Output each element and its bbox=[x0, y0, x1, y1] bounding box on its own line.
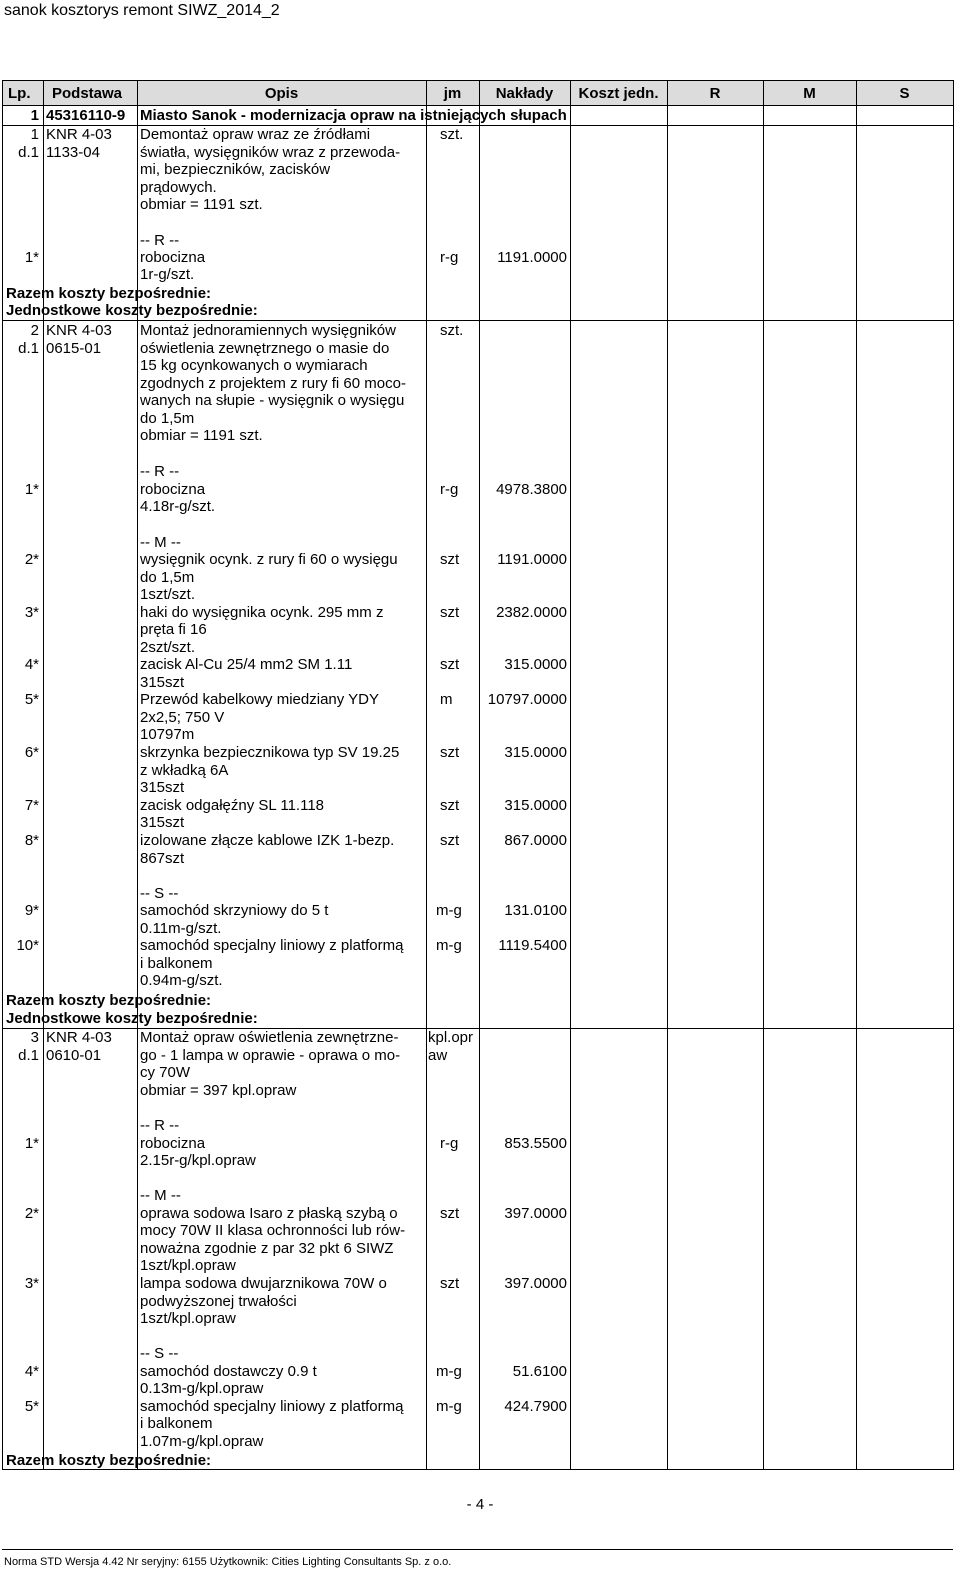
row-rule bbox=[2, 320, 953, 321]
resource-quantity: 397.0000 bbox=[504, 1275, 567, 1292]
resource-number: 6* bbox=[24, 744, 39, 761]
header-jm: jm bbox=[443, 85, 462, 102]
item-description-line: do 1,5m bbox=[140, 410, 195, 427]
item-unit: szt. bbox=[440, 126, 464, 143]
grid-line bbox=[570, 80, 571, 1470]
grid-line bbox=[667, 80, 668, 1470]
resource-name: wysięgnik ocynk. z rury fi 60 o wysięgu bbox=[140, 551, 398, 568]
resource-number: 4* bbox=[24, 656, 39, 673]
item-basis-code: 0610-01 bbox=[46, 1047, 102, 1064]
document-title: sanok kosztorys remont SIWZ_2014_2 bbox=[4, 2, 280, 19]
resource-unit: m-g bbox=[436, 902, 462, 919]
resource-norm: 0.11m-g/szt. bbox=[140, 920, 222, 937]
resource-unit: m-g bbox=[436, 937, 462, 954]
resource-quantity: 4978.3800 bbox=[496, 481, 567, 498]
item-description-line: mi, bezpieczników, zacisków bbox=[140, 161, 331, 178]
header-bottom-rule bbox=[2, 105, 953, 106]
resource-unit: szt bbox=[440, 551, 460, 568]
resource-number: 5* bbox=[24, 691, 39, 708]
resource-name: noważna zgodnie z par 32 pkt 6 SIWZ bbox=[140, 1240, 394, 1257]
resource-unit: szt bbox=[440, 832, 460, 849]
group-r-label: -- R -- bbox=[140, 232, 180, 249]
resource-number: 1* bbox=[24, 481, 39, 498]
group-s-label: -- S -- bbox=[140, 885, 179, 902]
resource-name: skrzynka bezpiecznikowa typ SV 19.25 bbox=[140, 744, 400, 761]
resource-quantity: 424.7900 bbox=[504, 1398, 567, 1415]
resource-name: z wkładką 6A bbox=[140, 762, 229, 779]
header-podstawa: Podstawa bbox=[52, 85, 123, 102]
header-m: M bbox=[803, 85, 816, 102]
resource-name: pręta fi 16 bbox=[140, 621, 207, 638]
resource-name: Przewód kabelkowy miedziany YDY bbox=[140, 691, 379, 708]
grid-line bbox=[763, 80, 764, 1470]
resource-name: robocizna bbox=[140, 1135, 206, 1152]
resource-name: samochód specjalny liniowy z platformą bbox=[140, 937, 404, 954]
resource-number: 8* bbox=[24, 832, 39, 849]
resource-norm: 1szt/kpl.opraw bbox=[140, 1257, 236, 1274]
resource-norm: 1szt/szt. bbox=[140, 586, 196, 603]
resource-quantity: 131.0100 bbox=[504, 902, 567, 919]
resource-name: robocizna bbox=[140, 249, 206, 266]
resource-number: 9* bbox=[24, 902, 39, 919]
resource-name: i balkonem bbox=[140, 1415, 213, 1432]
razem-label: Razem koszty bezpośrednie: bbox=[6, 1452, 212, 1469]
item-basis: KNR 4-03 bbox=[46, 322, 112, 339]
item-basis: KNR 4-03 bbox=[46, 1029, 112, 1046]
footer-rule bbox=[2, 1549, 953, 1550]
resource-name: i balkonem bbox=[140, 955, 213, 972]
resource-unit: r-g bbox=[440, 249, 459, 266]
resource-norm: 315szt bbox=[140, 814, 185, 831]
resource-name: 2x2,5; 750 V bbox=[140, 709, 225, 726]
item-description-line: oświetlenia zewnętrznego o masie do bbox=[140, 340, 390, 357]
item-sub: d.1 bbox=[18, 1047, 39, 1064]
item-description-line: prądowych. bbox=[140, 179, 217, 196]
header-naklady: Nakłady bbox=[495, 85, 554, 102]
resource-norm: 1r-g/szt. bbox=[140, 266, 195, 283]
grid-line bbox=[2, 80, 3, 1470]
item-description-line: Demontaż opraw wraz ze źródłami bbox=[140, 126, 371, 143]
resource-unit: szt bbox=[440, 797, 460, 814]
item-unit: kpl.opr bbox=[428, 1029, 474, 1046]
item-basis-code: 1133-04 bbox=[46, 144, 100, 161]
grid-line bbox=[953, 80, 954, 1470]
resource-quantity: 2382.0000 bbox=[496, 604, 567, 621]
item-description-line: Montaż opraw oświetlenia zewnętrzne- bbox=[140, 1029, 399, 1046]
header-r: R bbox=[709, 85, 721, 102]
grid-line bbox=[426, 80, 427, 1470]
resource-number: 2* bbox=[24, 551, 39, 568]
resource-name: samochód dostawczy 0.9 t bbox=[140, 1363, 317, 1380]
item-description-line: 15 kg ocynkowanych o wymiarach bbox=[140, 357, 368, 374]
resource-number: 3* bbox=[24, 1275, 39, 1292]
resource-quantity: 397.0000 bbox=[504, 1205, 567, 1222]
resource-name: samochód skrzyniowy do 5 t bbox=[140, 902, 329, 919]
resource-norm: 315szt bbox=[140, 674, 185, 691]
resource-unit: r-g bbox=[440, 1135, 459, 1152]
section-code: 45316110-9 bbox=[46, 107, 126, 124]
resource-norm: 4.18r-g/szt. bbox=[140, 498, 216, 515]
resource-norm: 0.13m-g/kpl.opraw bbox=[140, 1380, 264, 1397]
resource-unit: m bbox=[440, 691, 453, 708]
resource-unit: szt bbox=[440, 1275, 460, 1292]
group-r-label: -- R -- bbox=[140, 1117, 180, 1134]
item-sub: d.1 bbox=[18, 144, 39, 161]
resource-name: robocizna bbox=[140, 481, 206, 498]
group-r-label: -- R -- bbox=[140, 463, 180, 480]
resource-norm: 2.15r-g/kpl.opraw bbox=[140, 1152, 256, 1169]
resource-quantity: 1191.0000 bbox=[497, 249, 567, 266]
resource-unit: szt bbox=[440, 604, 460, 621]
resource-name: izolowane złącze kablowe IZK 1-bezp. bbox=[140, 832, 395, 849]
resource-number: 2* bbox=[24, 1205, 39, 1222]
group-m-label: -- M -- bbox=[140, 534, 181, 551]
resource-number: 5* bbox=[24, 1398, 39, 1415]
resource-quantity: 1191.0000 bbox=[497, 551, 567, 568]
section-lp: 1 bbox=[30, 107, 39, 124]
resource-norm: 867szt bbox=[140, 850, 185, 867]
header-opis: Opis bbox=[264, 85, 299, 102]
group-m-label: -- M -- bbox=[140, 1187, 181, 1204]
resource-quantity: 10797.0000 bbox=[487, 691, 567, 708]
resource-norm: 1.07m-g/kpl.opraw bbox=[140, 1433, 264, 1450]
header-s: S bbox=[899, 85, 910, 102]
resource-norm: 2szt/szt. bbox=[140, 639, 196, 656]
item-description-line: cy 70W bbox=[140, 1064, 191, 1081]
resource-name: zacisk Al-Cu 25/4 mm2 SM 1.11 bbox=[140, 656, 353, 673]
resource-unit: r-g bbox=[440, 481, 459, 498]
jednostkowe-label: Jednostkowe koszty bezpośrednie: bbox=[6, 302, 258, 319]
resource-number: 3* bbox=[24, 604, 39, 621]
header-koszt-jedn: Koszt jedn. bbox=[578, 85, 659, 102]
razem-label: Razem koszty bezpośrednie: bbox=[6, 992, 212, 1009]
item-number: 2 bbox=[30, 322, 39, 339]
resource-unit: m-g bbox=[436, 1363, 462, 1380]
item-basis-code: 0615-01 bbox=[46, 340, 102, 357]
resource-quantity: 315.0000 bbox=[504, 656, 567, 673]
razem-label: Razem koszty bezpośrednie: bbox=[6, 285, 212, 302]
resource-unit: szt bbox=[440, 1205, 460, 1222]
resource-quantity: 1119.5400 bbox=[498, 937, 567, 954]
table-bottom-rule bbox=[2, 1469, 953, 1470]
resource-name: do 1,5m bbox=[140, 569, 195, 586]
resource-number: 1* bbox=[24, 1135, 39, 1152]
resource-norm: 0.94m-g/szt. bbox=[140, 972, 223, 989]
item-sub: d.1 bbox=[18, 340, 39, 357]
item-description-line: Montaż jednoramiennych wysięgników bbox=[140, 322, 396, 339]
resource-number: 1* bbox=[24, 249, 39, 266]
resource-unit: m-g bbox=[436, 1398, 462, 1415]
resource-unit: szt bbox=[440, 744, 460, 761]
resource-quantity: 315.0000 bbox=[504, 744, 567, 761]
resource-name: mocy 70W II klasa ochronności lub rów- bbox=[140, 1222, 406, 1239]
resource-quantity: 315.0000 bbox=[504, 797, 567, 814]
grid-line bbox=[856, 80, 857, 1470]
resource-norm: 315szt bbox=[140, 779, 185, 796]
resource-name: podwyższonej trwałości bbox=[140, 1293, 297, 1310]
item-description-line: zgodnych z projektem z rury fi 60 moco- bbox=[140, 375, 406, 392]
item-obmiar: obmiar = 1191 szt. bbox=[140, 427, 263, 444]
item-number: 3 bbox=[30, 1029, 39, 1046]
resource-name: oprawa sodowa Isaro z płaską szybą o bbox=[140, 1205, 398, 1222]
item-number: 1 bbox=[30, 126, 39, 143]
item-description-line: go - 1 lampa w oprawie - oprawa o mo- bbox=[140, 1047, 401, 1064]
grid-line bbox=[479, 80, 480, 1470]
item-description-line: wanych na słupie - wysięgnik o wysięgu bbox=[140, 392, 405, 409]
resource-unit: szt bbox=[440, 656, 460, 673]
section-title: Miasto Sanok - modernizacja opraw na istniejących słupach bbox=[140, 107, 567, 124]
resource-norm: 10797m bbox=[140, 726, 195, 743]
resource-number: 4* bbox=[24, 1363, 39, 1380]
resource-norm: 1szt/kpl.opraw bbox=[140, 1310, 236, 1327]
item-unit: szt. bbox=[440, 322, 464, 339]
header-top-rule bbox=[2, 80, 953, 81]
item-basis: KNR 4-03 bbox=[46, 126, 112, 143]
resource-quantity: 867.0000 bbox=[504, 832, 567, 849]
item-obmiar: obmiar = 1191 szt. bbox=[140, 196, 263, 213]
resource-number: 10* bbox=[16, 937, 39, 954]
item-description-line: światła, wysięgników wraz z przewoda- bbox=[140, 144, 401, 161]
resource-quantity: 853.5500 bbox=[504, 1135, 567, 1152]
resource-name: lampa sodowa dwujarznikowa 70W o bbox=[140, 1275, 387, 1292]
header-lp: Lp. bbox=[8, 85, 31, 102]
page-number: - 4 - bbox=[466, 1496, 494, 1513]
footer-text: Norma STD Wersja 4.42 Nr seryjny: 6155 Użytkownik: Cities Lighting Consultants Sp. z o.o. bbox=[4, 1556, 452, 1568]
item-obmiar: obmiar = 397 kpl.opraw bbox=[140, 1082, 297, 1099]
resource-quantity: 51.6100 bbox=[512, 1363, 567, 1380]
resource-name: samochód specjalny liniowy z platformą bbox=[140, 1398, 404, 1415]
item-unit-continued: aw bbox=[428, 1047, 448, 1064]
jednostkowe-label: Jednostkowe koszty bezpośrednie: bbox=[6, 1010, 258, 1027]
resource-name: zacisk odgałęźny SL 11.118 bbox=[140, 797, 325, 814]
group-s-label: -- S -- bbox=[140, 1345, 179, 1362]
resource-name: haki do wysięgnika ocynk. 295 mm z bbox=[140, 604, 384, 621]
resource-number: 7* bbox=[24, 797, 39, 814]
